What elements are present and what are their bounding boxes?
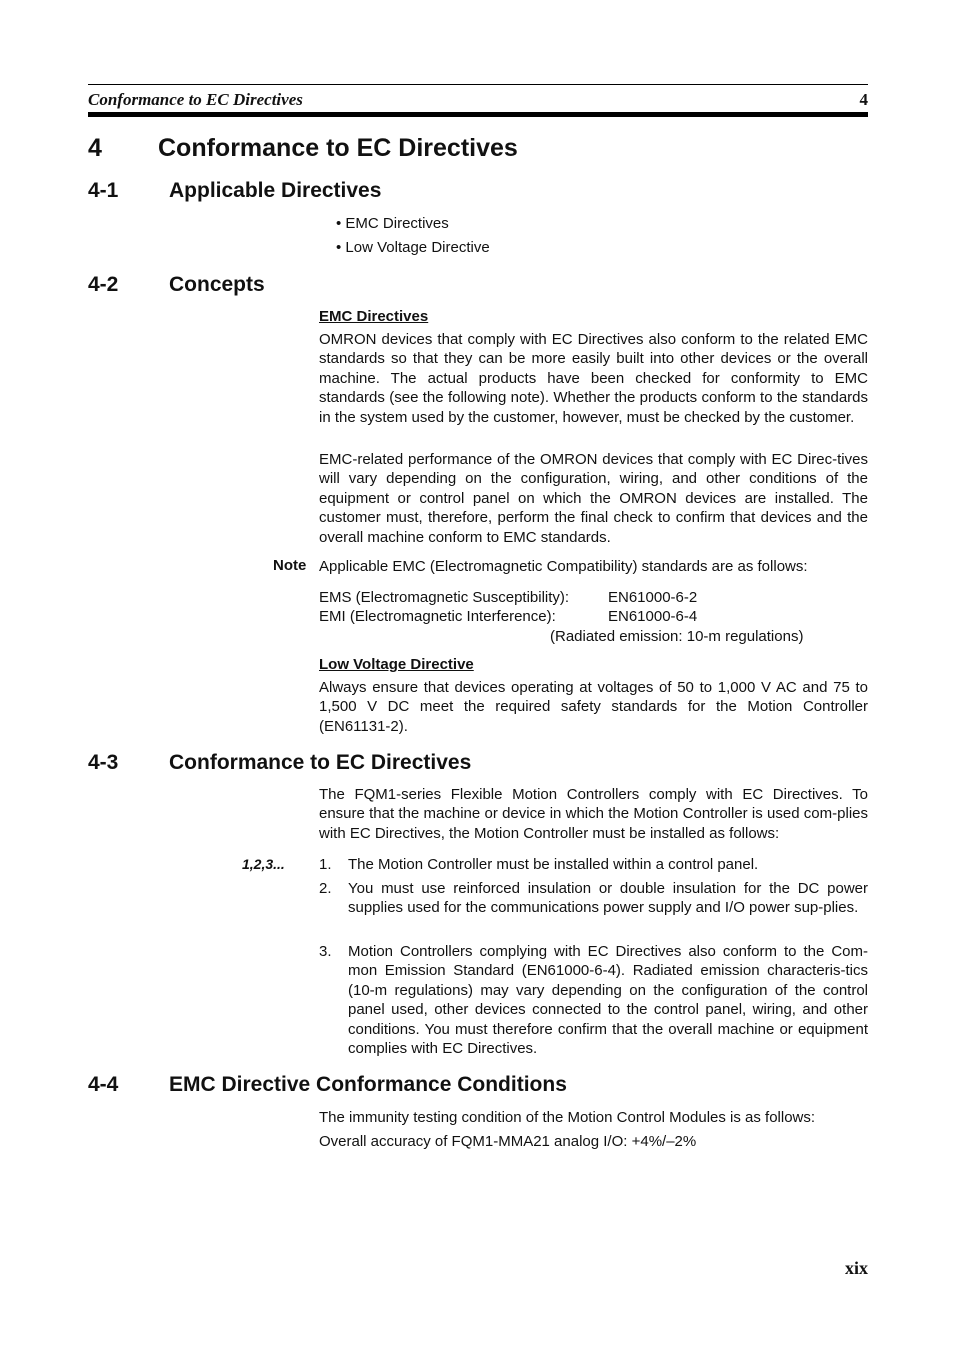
list-item-text: The Motion Controller must be installed within a control panel. (348, 856, 759, 873)
subsection-4-4-number: 4-4 (88, 1073, 119, 1096)
running-header-title: Conformance to EC Directives (88, 90, 303, 109)
subsection-4-3-number: 4-3 (88, 751, 119, 774)
list-item (319, 879, 868, 918)
list-item (319, 855, 868, 874)
section-title: Conformance to EC Directives (158, 134, 518, 162)
header-top-rule (88, 84, 868, 85)
list-item-number: 2. (319, 880, 332, 897)
note-text: Applicable EMC (Electromagnetic Compatibility) standards are as follows: (319, 558, 808, 575)
subsection-4-2-number: 4-2 (88, 273, 119, 296)
bullet-low-voltage-directive: • Low Voltage Directive (336, 239, 490, 256)
subsection-4-1-number: 4-1 (88, 179, 119, 202)
list-item (319, 942, 868, 1058)
emc-paragraph-1: OMRON devices that comply with EC Directives also conform to the related EMC standards so that they can be more easily built into other devices or the overall machine. The actual products have been checked for conformity to EMC standards (see the following note). Whether the products conform to the standards in the system used by the customer, however, must be checked by the customer. (319, 331, 868, 426)
immunity-testing-text: The immunity testing condition of the Motion Control Modules is as follows: (319, 1109, 816, 1126)
section-number: 4 (88, 134, 102, 162)
subsection-4-3-title: Conformance to EC Directives (169, 751, 472, 774)
list-item-text: You must use reinforced insulation or double insulation for the DC power supplies used for the communications power supply and I/O power sup-plies. (348, 880, 868, 917)
list-item-number: 3. (319, 943, 332, 960)
conformance-intro: The FQM1-series Flexible Motion Controllers comply with EC Directives. To ensure that the machine or device in which the Motion Controller is used com-plies with EC Directives, the Motion Controller must be installed as follows: (319, 786, 868, 842)
low-voltage-text: Always ensure that devices operating at voltages of 50 to 1,000 V AC and 75 to 1,500 V DC meet the required safety standards for the Motion Controller (EN61131-2). (319, 679, 868, 735)
emi-label: EMI (Electromagnetic Interference): (319, 608, 556, 625)
analog-accuracy-text: Overall accuracy of FQM1-MMA21 analog I/O: +4%/–2% (319, 1133, 697, 1150)
running-header-number: 4 (859, 90, 868, 109)
emi-standard: EN61000-6-4 (608, 608, 698, 625)
subsection-4-1-title: Applicable Directives (169, 179, 382, 202)
subsection-4-2-title: Concepts (169, 273, 265, 296)
bullet-emc-directives: • EMC Directives (336, 215, 449, 232)
page-number: xix (844, 1258, 868, 1278)
emi-note: (Radiated emission: 10-m regulations) (550, 628, 804, 645)
ems-standard: EN61000-6-2 (608, 589, 698, 606)
steps-label: 1,2,3... (242, 856, 285, 872)
subsection-4-4-title: EMC Directive Conformance Conditions (169, 1073, 567, 1096)
list-item-text: Motion Controllers complying with EC Directives also conform to the Com-mon Emission Standard (EN61000-6-4). Radiated emission characteris-tics (10-m regulations) may vary depending on the configuration of the control panel used, other devices connected to the control panel, wiring, and other conditions. You must therefore confirm that the overall machine or equipment complies with EC Directives. (348, 943, 868, 1058)
low-voltage-heading: Low Voltage Directive (319, 656, 474, 673)
note-label: Note (273, 557, 307, 574)
list-item-number: 1. (319, 856, 332, 873)
header-bottom-rule (88, 112, 868, 117)
emc-paragraph-2: EMC-related performance of the OMRON devices that comply with EC Direc-tives will vary depending on the configuration, wiring, and other conditions of the equipment or control panel on which the OMRON devices are installed. The customer must, therefore, perform the final check to confirm that devices and the overall machine conform to EMC standards. (319, 451, 868, 546)
emc-directives-heading: EMC Directives (319, 308, 429, 325)
ems-label: EMS (Electromagnetic Susceptibility): (319, 589, 570, 606)
